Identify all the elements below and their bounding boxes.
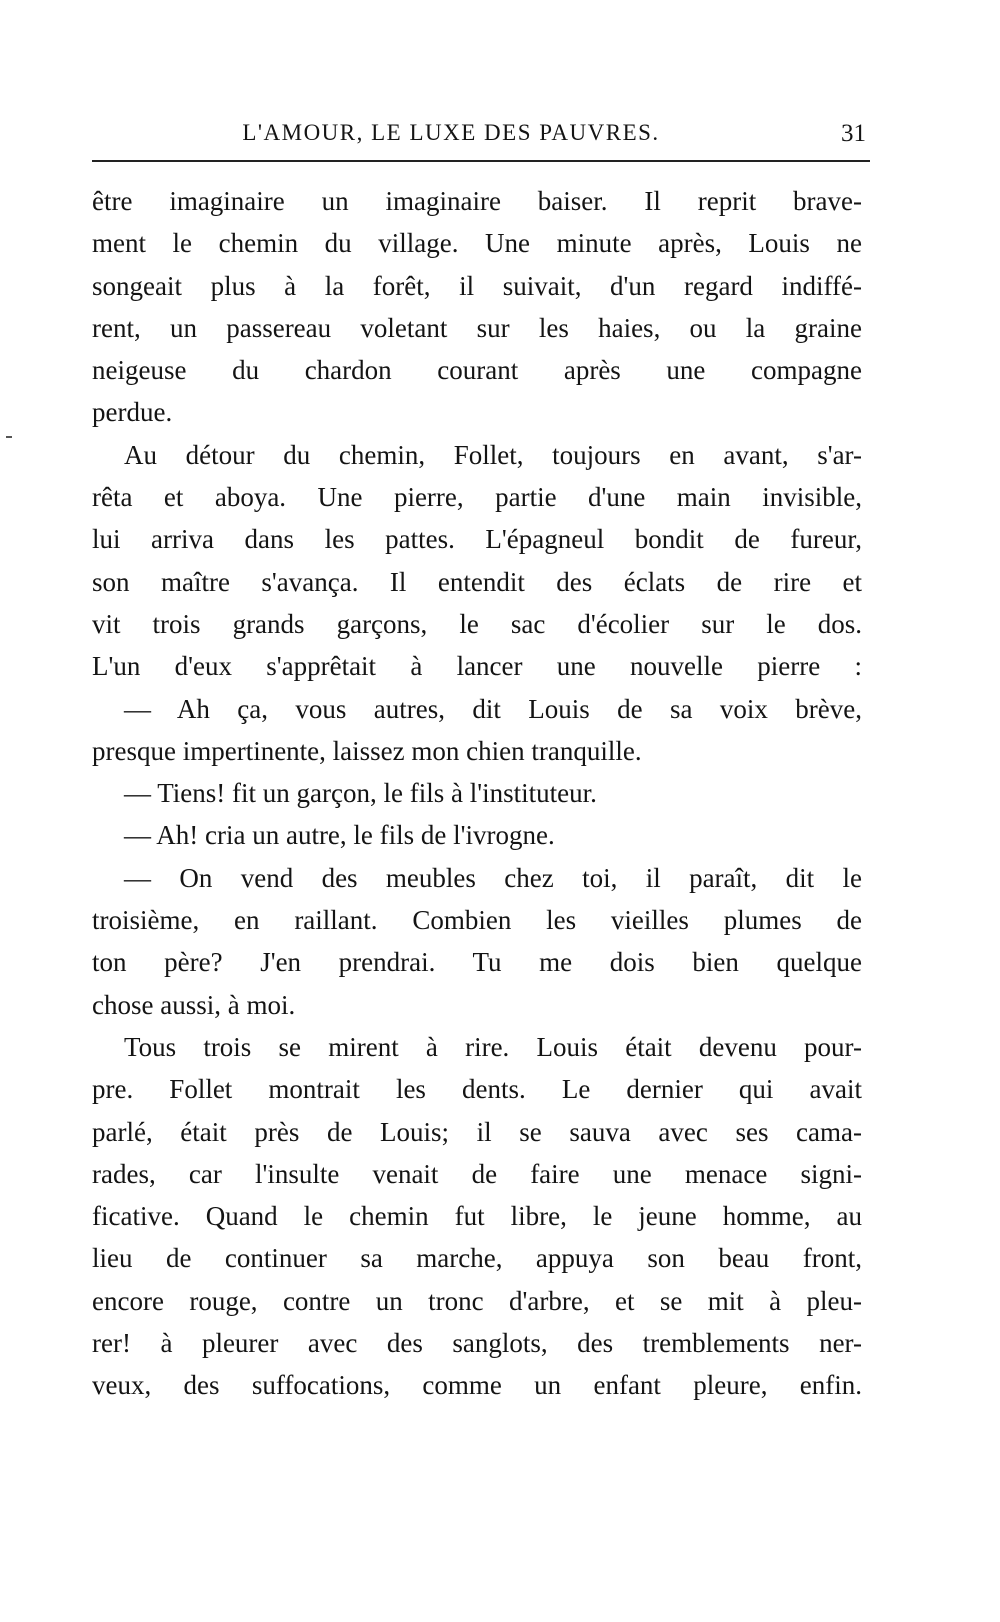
text-line: chose aussi, à moi. <box>92 989 296 1020</box>
text-line: L'un d'eux s'apprêtait à lancer une nouvelle pierre : <box>92 651 862 682</box>
text-line: son maître s'avança. Il entendit des éclats de rire et <box>92 566 862 597</box>
body-text <box>92 180 862 1407</box>
text-line: — On vend des meubles chez toi, il paraît, dit le <box>124 862 862 893</box>
text-line: Au détour du chemin, Follet, toujours en avant, s'ar- <box>124 439 862 470</box>
header-rule <box>92 160 870 162</box>
text-line: presque impertinente, laissez mon chien tranquille. <box>92 735 642 766</box>
text-line: perdue. <box>92 397 173 428</box>
text-line: rer! à pleurer avec des sanglots, des tremblements ner- <box>92 1328 862 1359</box>
margin-mark <box>6 436 12 438</box>
text-line: rêta et aboya. Une pierre, partie d'une main invisible, <box>92 482 862 513</box>
running-head <box>92 120 870 154</box>
text-line: — Ah ça, vous autres, dit Louis de sa voix brève, <box>124 693 862 724</box>
text-line: — Tiens! fit un garçon, le fils à l'instituteur. <box>124 778 597 809</box>
text-line: encore rouge, contre un tronc d'arbre, et se mit à pleu- <box>92 1285 862 1316</box>
text-line: veux, des suffocations, comme un enfant pleure, enfin. <box>92 1370 862 1401</box>
text-line: troisième, en raillant. Combien les vieilles plumes de <box>92 905 862 936</box>
running-title: L'AMOUR, LE LUXE DES PAUVRES. <box>242 120 660 145</box>
text-line: — Ah! cria un autre, le fils de l'ivrogne. <box>124 820 555 851</box>
text-line: rades, car l'insulte venait de faire une menace signi- <box>92 1158 862 1189</box>
text-line: être imaginaire un imaginaire baiser. Il reprit brave- <box>92 186 862 216</box>
text-line: parlé, était près de Louis; il se sauva avec ses cama- <box>92 1116 862 1147</box>
text-line: ton père? J'en prendrai. Tu me dois bien quelque <box>92 947 862 978</box>
text-line: ficative. Quand le chemin fut libre, le jeune homme, au <box>92 1201 862 1232</box>
text-line: Tous trois se mirent à rire. Louis était devenu pour- <box>124 1031 862 1062</box>
text-line: neigeuse du chardon courant après une compagne <box>92 355 862 386</box>
page-number: 31 <box>841 120 866 147</box>
text-line: rent, un passereau voletant sur les haies, ou la graine <box>92 312 862 343</box>
text-line: ment le chemin du village. Une minute après, Louis ne <box>92 228 862 259</box>
text-line: pre. Follet montrait les dents. Le dernier qui avait <box>92 1074 862 1105</box>
text-line: lieu de continuer sa marche, appuya son beau front, <box>92 1243 862 1274</box>
text-line: songeait plus à la forêt, il suivait, d'un regard indiffé- <box>92 270 862 301</box>
text-line: lui arriva dans les pattes. L'épagneul bondit de fureur, <box>92 524 862 555</box>
text-line: vit trois grands garçons, le sac d'écolier sur le dos. <box>92 608 862 639</box>
